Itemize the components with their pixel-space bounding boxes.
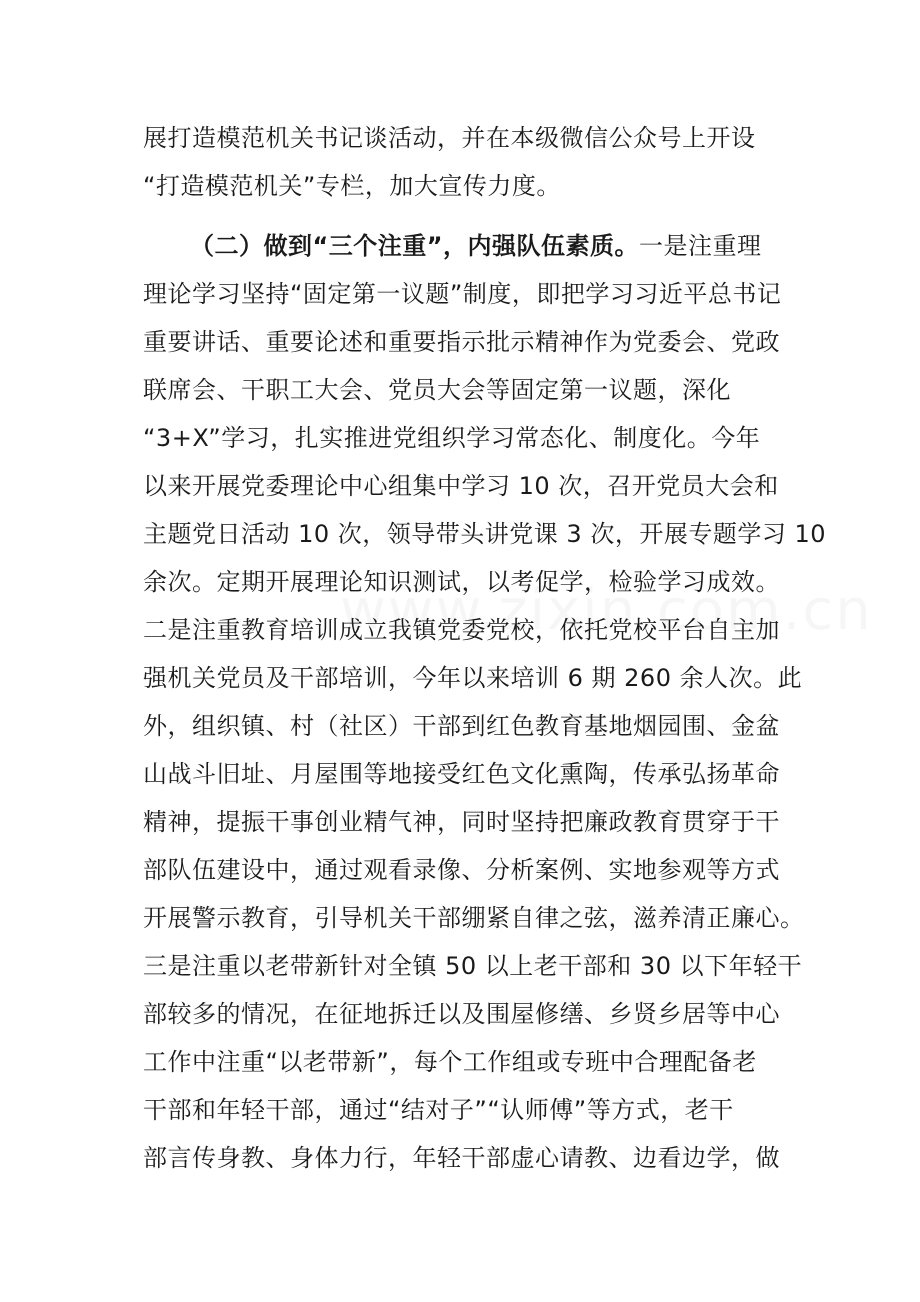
text-line: 开展警示教育，引导机关干部绷紧自律之弦，滋养清正廉心。 (143, 904, 805, 932)
text-line: 理论学习坚持“固定第一议题”制度，即把学习习近平总书记 (143, 280, 782, 308)
text-line: “3+X”学习，扎实推进党组织学习常态化、制度化。今年 (143, 424, 761, 452)
text-line: 山战斗旧址、月屋围等地接受红色文化熏陶，传承弘扬革命 (143, 760, 780, 788)
text-line: 干部和年轻干部，通过“结对子”“认师傅”等方式，老干 (143, 1096, 734, 1124)
text-line: 以来开展党委理论中心组集中学习 10 次，召开党员大会和 (143, 472, 779, 500)
text-line: 部较多的情况，在征地拆迁以及围屋修缮、乡贤乡居等中心 (143, 1000, 780, 1028)
text-line: 三是注重以老带新针对全镇 50 以上老干部和 30 以下年轻干 (143, 952, 803, 980)
text-line: 主题党日活动 10 次，领导带头讲党课 3 次，开展专题学习 10 (143, 520, 826, 548)
text-line: 强机关党员及干部培训，今年以来培训 6 期 260 余人次。此 (143, 664, 803, 692)
text-line: “打造模范机关”专栏，加大宣传力度。 (143, 172, 561, 200)
text-line: 重要讲话、重要论述和重要指示批示精神作为党委会、党政 (143, 328, 780, 356)
section-heading: （二）做到“三个注重”，内强队伍素质。 (190, 232, 640, 260)
text-line: 余次。定期开展理论知识测试，以考促学，检验学习成效。 (143, 568, 780, 596)
section-heading-line (190, 231, 830, 261)
text-line: 精神，提振干事创业精气神，同时坚持把廉政教育贯穿于干 (143, 808, 780, 836)
text-line: 展打造模范机关书记谈活动，并在本级微信公众号上开设 (143, 124, 756, 152)
text-line: 二是注重教育培训成立我镇党委党校，依托党校平台自主加 (143, 616, 780, 644)
text-line: 部言传身教、身体力行，年轻干部虚心请教、边看边学，做 (143, 1144, 780, 1172)
text-line: 外，组织镇、村（社区）干部到红色教育基地烟园围、金盆 (143, 712, 780, 740)
text-line: 工作中注重“以老带新”，每个工作组或专班中合理配备老 (143, 1048, 757, 1076)
text-line: 部队伍建设中，通过观看录像、分析案例、实地参观等方式 (143, 856, 780, 884)
text-line: 联席会、干职工大会、党员大会等固定第一议题，深化 (143, 376, 731, 404)
heading-continuation: 一是注重理 (639, 232, 762, 260)
